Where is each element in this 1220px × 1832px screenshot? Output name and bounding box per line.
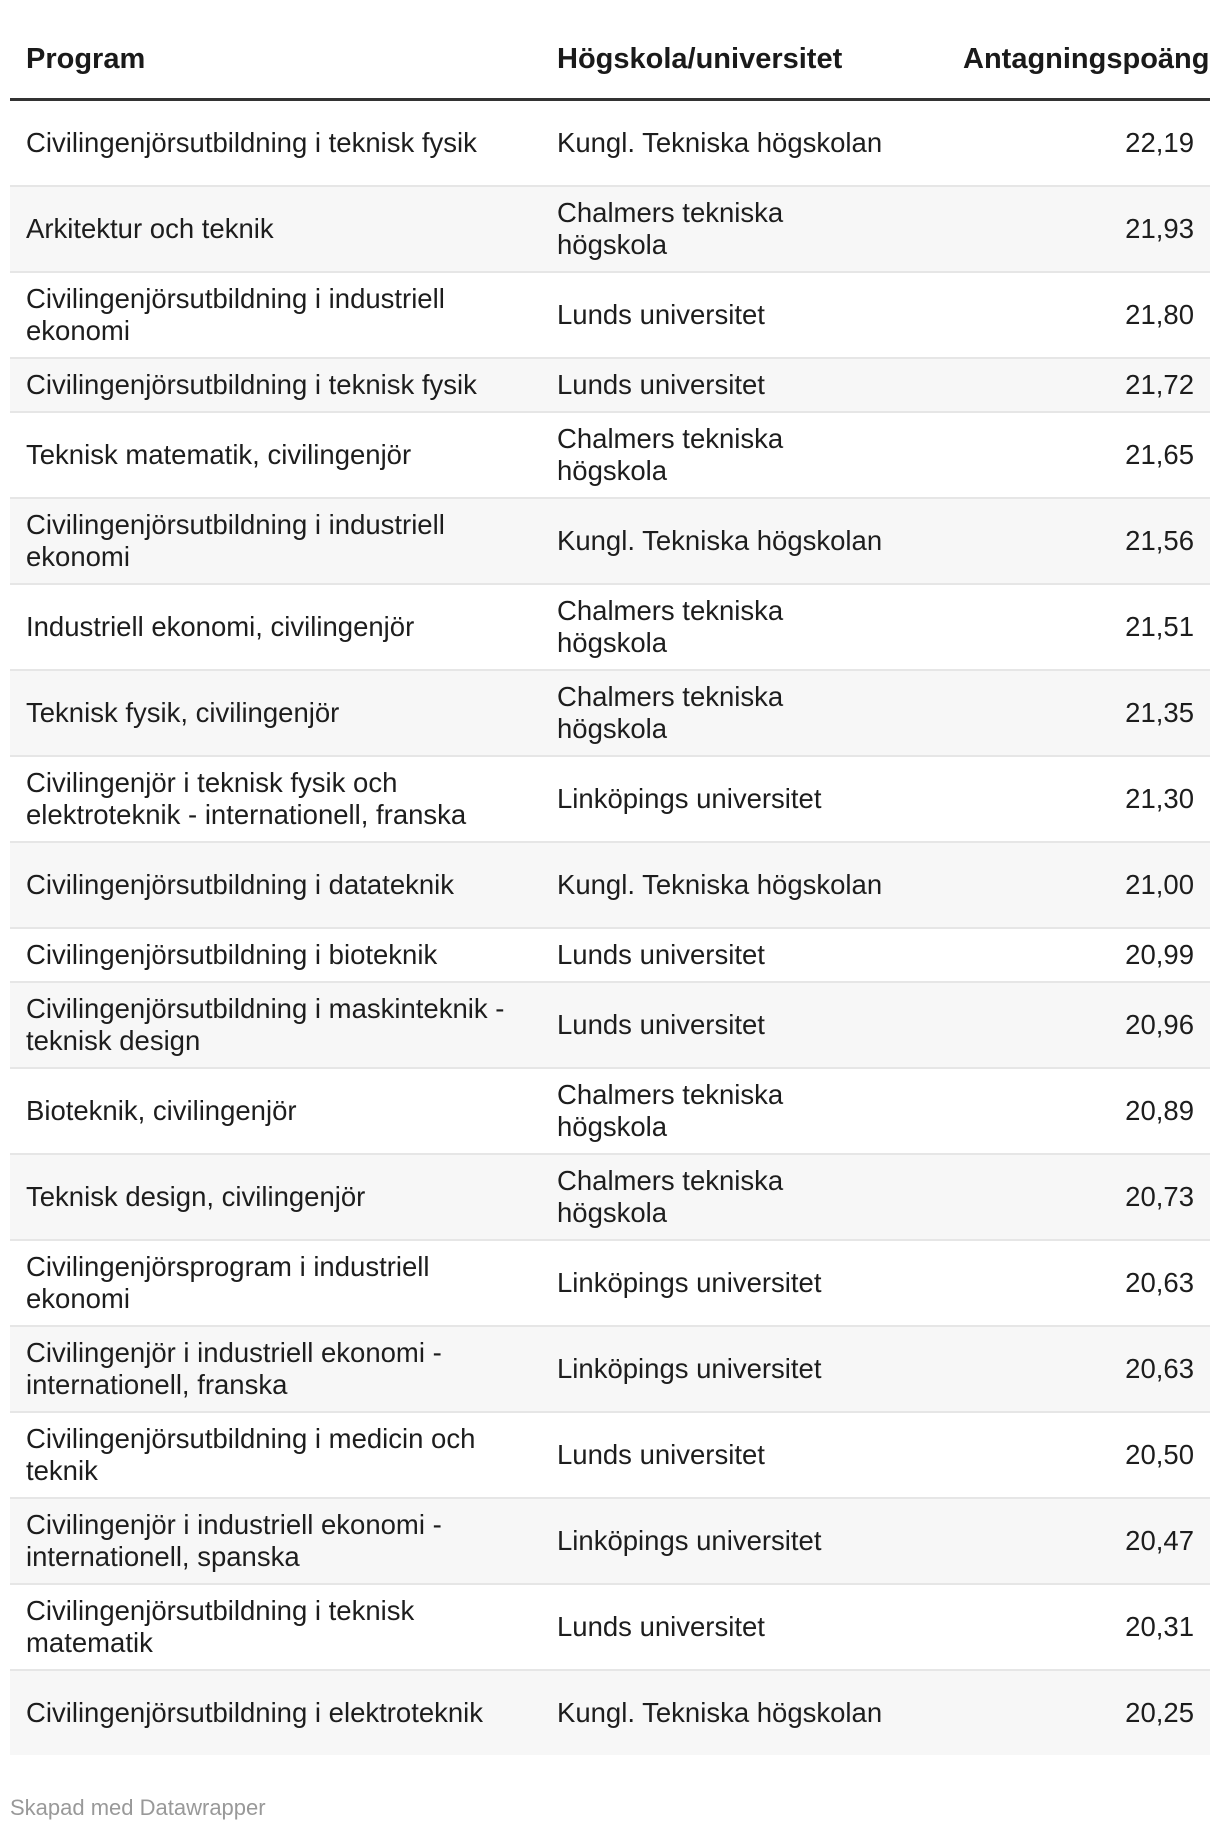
score-cell: 21,93 bbox=[947, 186, 1210, 272]
university-cell: Lunds universitet bbox=[541, 928, 947, 982]
score-cell: 21,51 bbox=[947, 584, 1210, 670]
university-cell: Linköpings universitet bbox=[541, 1498, 947, 1584]
program-cell: Civilingenjörsutbildning i maskinteknik - teknisk design bbox=[10, 982, 541, 1068]
university-cell: Chalmers tekniska högskola bbox=[541, 670, 947, 756]
score-cell: 21,72 bbox=[947, 358, 1210, 412]
university-cell: Linköpings universitet bbox=[541, 1240, 947, 1326]
score-cell: 20,89 bbox=[947, 1068, 1210, 1154]
table-row bbox=[10, 1326, 1210, 1412]
column-header-university[interactable]: Högskola/universitet bbox=[541, 20, 947, 100]
program-cell: Civilingenjörsutbildning i teknisk fysik bbox=[10, 358, 541, 412]
table-row bbox=[10, 100, 1210, 187]
table-row bbox=[10, 584, 1210, 670]
university-cell: Chalmers tekniska högskola bbox=[541, 186, 947, 272]
university-cell: Chalmers tekniska högskola bbox=[541, 584, 947, 670]
score-cell: 21,65 bbox=[947, 412, 1210, 498]
program-cell: Civilingenjörsutbildning i bioteknik bbox=[10, 928, 541, 982]
university-cell: Lunds universitet bbox=[541, 1412, 947, 1498]
table-row bbox=[10, 1240, 1210, 1326]
university-cell: Kungl. Tekniska högskolan bbox=[541, 498, 947, 584]
program-cell: Bioteknik, civilingenjör bbox=[10, 1068, 541, 1154]
score-cell: 20,99 bbox=[947, 928, 1210, 982]
score-cell: 20,31 bbox=[947, 1584, 1210, 1670]
program-cell: Civilingenjör i industriell ekonomi - internationell, franska bbox=[10, 1326, 541, 1412]
table-row bbox=[10, 358, 1210, 412]
university-cell: Chalmers tekniska högskola bbox=[541, 1068, 947, 1154]
university-cell: Kungl. Tekniska högskolan bbox=[541, 842, 947, 928]
program-cell: Civilingenjörsutbildning i datateknik bbox=[10, 842, 541, 928]
score-cell: 21,00 bbox=[947, 842, 1210, 928]
university-cell: Lunds universitet bbox=[541, 272, 947, 358]
program-cell: Arkitektur och teknik bbox=[10, 186, 541, 272]
column-header-program[interactable]: Program bbox=[10, 20, 541, 100]
university-cell: Kungl. Tekniska högskolan bbox=[541, 1670, 947, 1755]
university-cell: Linköpings universitet bbox=[541, 1326, 947, 1412]
table-row bbox=[10, 670, 1210, 756]
university-cell: Lunds universitet bbox=[541, 1584, 947, 1670]
score-cell: 21,30 bbox=[947, 756, 1210, 842]
program-cell: Civilingenjörsprogram i industriell ekonomi bbox=[10, 1240, 541, 1326]
program-cell: Civilingenjörsutbildning i medicin och teknik bbox=[10, 1412, 541, 1498]
program-cell: Civilingenjörsutbildning i industriell ekonomi bbox=[10, 498, 541, 584]
program-cell: Civilingenjör i industriell ekonomi - internationell, spanska bbox=[10, 1498, 541, 1584]
university-cell: Lunds universitet bbox=[541, 358, 947, 412]
score-cell: 22,19 bbox=[947, 100, 1210, 187]
program-cell: Civilingenjörsutbildning i industriell ekonomi bbox=[10, 272, 541, 358]
university-cell: Lunds universitet bbox=[541, 982, 947, 1068]
header-row bbox=[10, 20, 1210, 100]
table-row bbox=[10, 498, 1210, 584]
university-cell: Kungl. Tekniska högskolan bbox=[541, 100, 947, 187]
table-row bbox=[10, 272, 1210, 358]
university-cell: Linköpings universitet bbox=[541, 756, 947, 842]
table-row bbox=[10, 928, 1210, 982]
score-cell: 21,35 bbox=[947, 670, 1210, 756]
score-cell: 21,56 bbox=[947, 498, 1210, 584]
table-row bbox=[10, 1670, 1210, 1755]
score-cell: 20,73 bbox=[947, 1154, 1210, 1240]
program-cell: Civilingenjörsutbildning i elektroteknik bbox=[10, 1670, 541, 1755]
program-cell: Teknisk fysik, civilingenjör bbox=[10, 670, 541, 756]
score-cell: 21,80 bbox=[947, 272, 1210, 358]
table-header bbox=[10, 20, 1210, 100]
score-cell: 20,50 bbox=[947, 1412, 1210, 1498]
score-cell: 20,63 bbox=[947, 1240, 1210, 1326]
program-cell: Teknisk design, civilingenjör bbox=[10, 1154, 541, 1240]
program-cell: Civilingenjörsutbildning i teknisk matematik bbox=[10, 1584, 541, 1670]
table-row bbox=[10, 1584, 1210, 1670]
table-row bbox=[10, 842, 1210, 928]
score-cell: 20,47 bbox=[947, 1498, 1210, 1584]
table-row bbox=[10, 186, 1210, 272]
table-row bbox=[10, 982, 1210, 1068]
column-header-score[interactable]: Antagningspoäng bbox=[947, 20, 1210, 100]
university-cell: Chalmers tekniska högskola bbox=[541, 412, 947, 498]
score-cell: 20,96 bbox=[947, 982, 1210, 1068]
program-cell: Teknisk matematik, civilingenjör bbox=[10, 412, 541, 498]
score-cell: 20,25 bbox=[947, 1670, 1210, 1755]
table-row bbox=[10, 1412, 1210, 1498]
table-row bbox=[10, 1154, 1210, 1240]
score-cell: 20,63 bbox=[947, 1326, 1210, 1412]
program-cell: Civilingenjör i teknisk fysik och elektroteknik - internationell, franska bbox=[10, 756, 541, 842]
admission-table bbox=[10, 20, 1210, 1755]
table-row bbox=[10, 412, 1210, 498]
program-cell: Civilingenjörsutbildning i teknisk fysik bbox=[10, 100, 541, 187]
table-row bbox=[10, 1498, 1210, 1584]
program-cell: Industriell ekonomi, civilingenjör bbox=[10, 584, 541, 670]
university-cell: Chalmers tekniska högskola bbox=[541, 1154, 947, 1240]
table-row bbox=[10, 756, 1210, 842]
table-body bbox=[10, 100, 1210, 1756]
credit-text: Skapad med Datawrapper bbox=[10, 1795, 266, 1820]
table-row bbox=[10, 1068, 1210, 1154]
